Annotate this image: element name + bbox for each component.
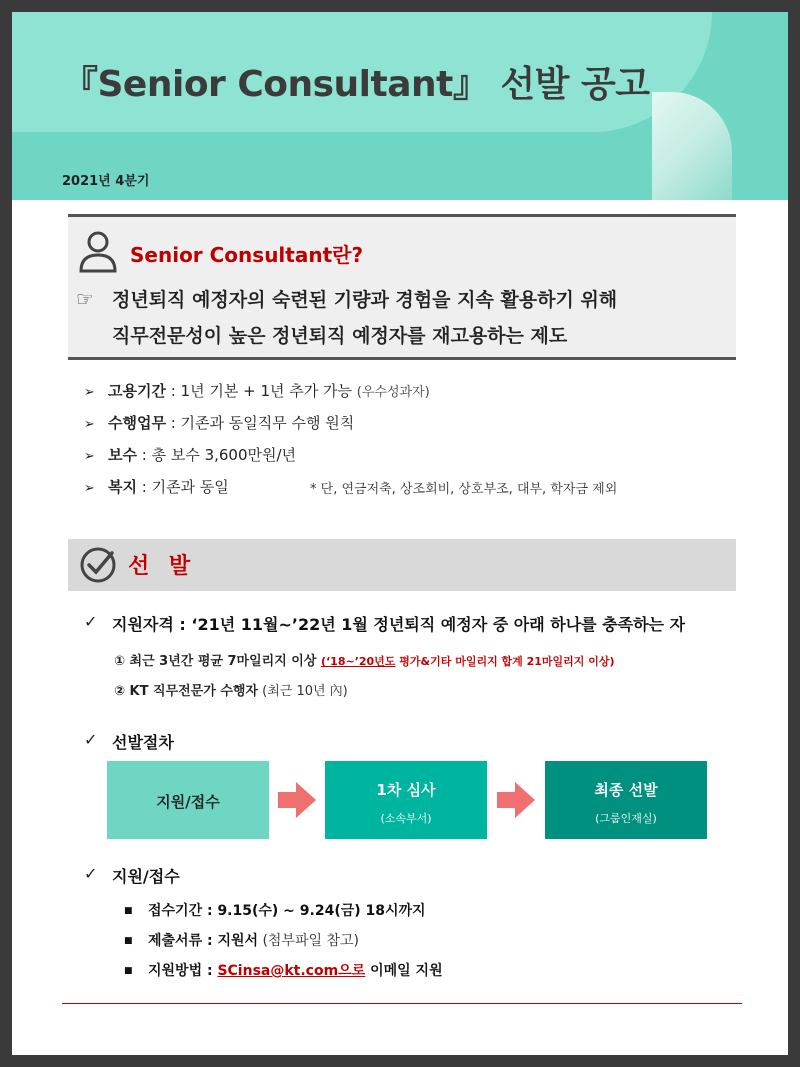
welfare-exception-note: * 단, 연금저축, 상조회비, 상호부조, 대부, 학자금 제외 [310, 482, 618, 497]
pointing-hand-icon: ☞ [76, 287, 94, 311]
term-label: 복지 [108, 478, 137, 496]
step-sublabel: (그룹인재실) [595, 812, 657, 825]
checkmark-icon: ✓ [84, 730, 98, 749]
qualification-item-1-text: ① 최근 3년간 평균 7마일리지 이상 [114, 654, 317, 669]
docs-note: (첨부파일 참고) [258, 933, 359, 949]
term-duties [84, 412, 744, 444]
selection-section-header [68, 539, 736, 591]
term-label: 고용기간 [108, 382, 166, 400]
step-label: 최종 선발 [594, 781, 658, 799]
process-step-apply [107, 761, 269, 839]
application-period [124, 900, 426, 920]
intro-box [68, 214, 736, 360]
qualification-item-2 [114, 680, 348, 699]
application-title: 지원/접수 [112, 867, 180, 886]
process-step-first-review [325, 761, 487, 839]
application-method [124, 960, 443, 980]
term-label: 수행업무 [108, 414, 166, 432]
quarter-label: 2021년 4분기 [62, 174, 150, 189]
arrow-bullet-icon: ➢ [84, 449, 95, 464]
term-salary [84, 444, 744, 476]
term-label: 보수 [108, 446, 137, 464]
qualification-item-1 [114, 650, 615, 669]
checkmark-icon: ✓ [84, 612, 98, 631]
period-text: 접수기간 : 9.15(수) ~ 9.24(금) 18시까지 [148, 903, 426, 919]
check-circle-icon [78, 545, 118, 585]
square-bullet-icon: ■ [124, 906, 133, 916]
footer-divider [62, 1003, 742, 1004]
qualification-item-1-detail [321, 655, 615, 668]
arrow-bullet-icon: ➢ [84, 385, 95, 400]
qualification-line: 지원자격 : ‘21년 11월~’22년 1월 정년퇴직 예정자 중 아래 하나를 충족하는 자 [112, 615, 686, 634]
term-note: (우수성과자) [356, 385, 430, 400]
step-sublabel: (소속부서) [380, 812, 432, 825]
method-suffix: 이메일 지원 [365, 963, 443, 979]
arrow-bullet-icon: ➢ [84, 417, 95, 432]
email-link[interactable]: SCinsa@kt.com으로 [217, 963, 366, 979]
term-welfare [84, 476, 744, 508]
intro-heading: Senior Consultant란? [130, 243, 364, 267]
header-banner [12, 12, 788, 200]
person-icon [78, 229, 118, 273]
arrow-right-icon [278, 782, 316, 818]
step-label: 지원/접수 [156, 793, 220, 811]
method-text: 지원방법 : [148, 963, 218, 979]
term-value: : 총 보수 3,600만원/년 [136, 446, 297, 464]
qualification-item-2-note: (최근 10년 內) [258, 684, 348, 699]
square-bullet-icon: ■ [124, 966, 133, 976]
checkmark-icon: ✓ [84, 864, 98, 883]
page-title: 『Senior Consultant』 선발 공고 [62, 64, 650, 105]
process-title: 선발절차 [112, 733, 174, 752]
step-label: 1차 심사 [376, 781, 436, 799]
square-bullet-icon: ■ [124, 936, 133, 946]
docs-text: 제출서류 : 지원서 [148, 933, 259, 949]
term-value: : 기존과 동일 [136, 478, 229, 496]
detail-underlined: (‘18~’20년도 [320, 655, 396, 668]
arrow-right-icon [497, 782, 535, 818]
intro-line-2: 직무전문성이 높은 정년퇴직 예정자를 재고용하는 제도 [112, 325, 568, 347]
selection-title: 선 발 [128, 554, 197, 579]
qualification-item-2-text: ② KT 직무전문가 수행자 [114, 684, 258, 699]
process-step-final-selection [545, 761, 707, 839]
term-value: : 1년 기본 + 1년 추가 가능 [165, 382, 357, 400]
terms-list [84, 380, 744, 508]
arrow-bullet-icon: ➢ [84, 481, 95, 496]
detail-rest: 평가&기타 마일리지 합계 21마일리지 이상) [395, 655, 615, 668]
intro-line-1: 정년퇴직 예정자의 숙련된 기량과 경험을 지속 활용하기 위해 [112, 289, 618, 311]
term-employment-period [84, 380, 744, 412]
term-value: : 기존과 동일직무 수행 원칙 [165, 414, 355, 432]
notice-page [12, 12, 788, 1055]
application-documents [124, 930, 359, 950]
